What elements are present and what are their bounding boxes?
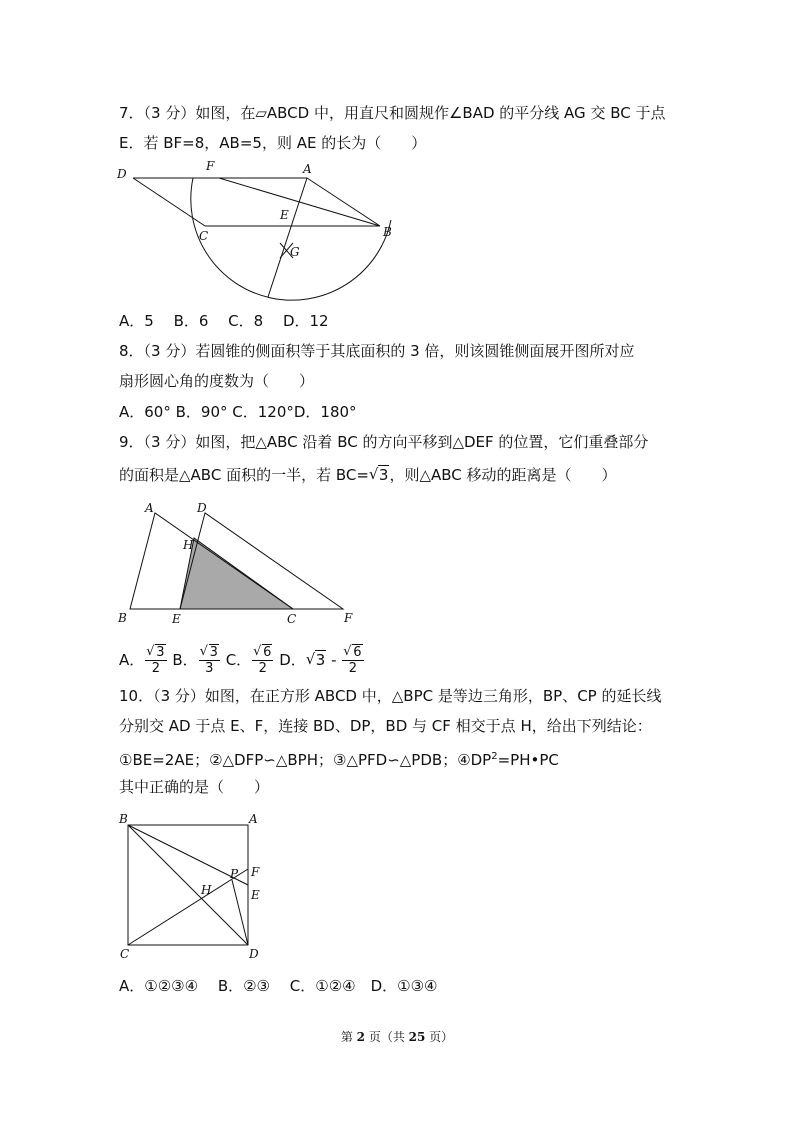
q10-stem-line2: 分别交 AD 于点 E、F，连接 BD、DP，BD 与 CF 相交于点 H，给出下列结论： [119,717,652,735]
q10-conclusions-post: =PH•PC [497,751,559,769]
q9-label-F: F [344,611,353,625]
q9-sqrt [369,465,390,485]
q9-label-D: D [197,501,207,515]
q9-label-C: C [287,612,297,626]
footer-pre: 第 [340,1030,357,1044]
q9-option-d-rad: 3 [315,651,326,669]
q10-label-E: E [251,888,260,902]
q10-conclusions-pre: ①BE=2AE；②△DFP∽△BPH；③△PFD∽△PDB；④DP [119,751,492,769]
q9-option-d-minus: - [326,651,342,669]
q9-option-c-label: C． [225,651,252,669]
q9-option-d-sqrt [306,643,327,677]
q10-label-B: B [119,812,128,826]
q9-stem-line2 [119,465,617,485]
q10-conclusions-sup: 2 [491,751,498,762]
q8-options: A．60° B．90° C．120°D．180° [119,403,357,421]
q7-figure [115,160,405,305]
q9-option-b-num: 3 [209,645,218,660]
q9-label-B: B [118,611,127,625]
q10-label-A: A [249,812,258,826]
q7-arc [191,178,391,300]
q8-stem-line2: 扇形圆心角的度数为（ ） [119,372,315,390]
q9-option-c-num: 6 [263,645,272,660]
q9-sqrt-radicand: 3 [378,466,389,484]
q8-stem-line1: 8．（3 分）若圆锥的侧面积等于其底面积的 3 倍，则该圆锥侧面展开图所对应 [119,342,635,360]
q9-option-a-num: 3 [156,645,165,660]
footer-post: 页） [425,1030,454,1044]
q7-label-A: A [303,162,312,176]
q9-option-a-label: A． [119,651,145,669]
q9-options [119,643,365,677]
q9-label-H: H [183,538,194,552]
q7-label-B: B [383,225,392,239]
q10-stem-line1: 10．（3 分）如图，在正方形 ABCD 中，△BPC 是等边三角形，BP、CP 的延长线 [119,687,662,705]
q9-option-d-num: 6 [353,645,362,660]
q9-option-d-den: 2 [348,661,358,676]
q10-label-C: C [120,947,130,961]
q9-stem-line2-post: ，则△ABC 移动的距离是（ ） [389,466,617,484]
q10-label-H: H [201,883,212,897]
footer-page-number: 2 [356,1030,365,1044]
q9-stem-line1: 9．（3 分）如图，把△ABC 沿着 BC 的方向平移到△DEF 的位置，它们重叠部分 [119,433,649,451]
q7-label-C: C [199,229,209,243]
q7-stem-line1: 7．（3 分）如图，在▱ABCD 中，用直尺和圆规作∠BAD 的平分线 AG 交 BC 于点 [119,104,666,122]
q10-label-P: P [230,867,239,881]
q9-label-A: A [145,501,154,515]
q7-label-G: G [290,245,300,259]
q7-options: A．5 B．6 C．8 D．12 [119,312,329,330]
q7-stem-line2: E．若 BF=8，AB=5，则 AE 的长为（ ） [119,134,427,152]
q9-overlap-region [180,538,293,609]
q9-stem-line2-pre: 的面积是△ABC 面积的一半，若 BC= [119,466,369,484]
q10-options: A．①②③④ B．②③ C．①②④ D．①③④ [119,977,438,995]
q10-figure [115,808,275,963]
q9-option-c-den: 2 [258,661,267,676]
footer-total-pages: 25 [408,1030,426,1044]
q9-option-c-frac [252,645,273,676]
q9-option-a-frac [145,645,166,676]
q9-option-d-label: D． [279,651,306,669]
q9-option-a-den: 2 [151,661,161,676]
q10-label-F: F [251,865,260,879]
q10-stem-line3 [119,747,559,770]
q10-stem-line4: 其中正确的是（ ） [119,778,270,796]
q9-option-d-frac [342,645,363,676]
q9-option-b-frac [199,645,220,676]
q10-label-D: D [249,947,259,961]
q9-label-E: E [172,612,181,626]
page-footer [0,1028,794,1045]
q7-label-D: D [117,167,127,181]
q7-label-F: F [206,160,215,173]
q9-option-b-label: B． [172,651,198,669]
q7-label-E: E [280,208,289,222]
q9-figure [115,500,365,630]
q9-option-b-den: 3 [205,661,214,676]
footer-mid: 页（共 [365,1030,409,1044]
